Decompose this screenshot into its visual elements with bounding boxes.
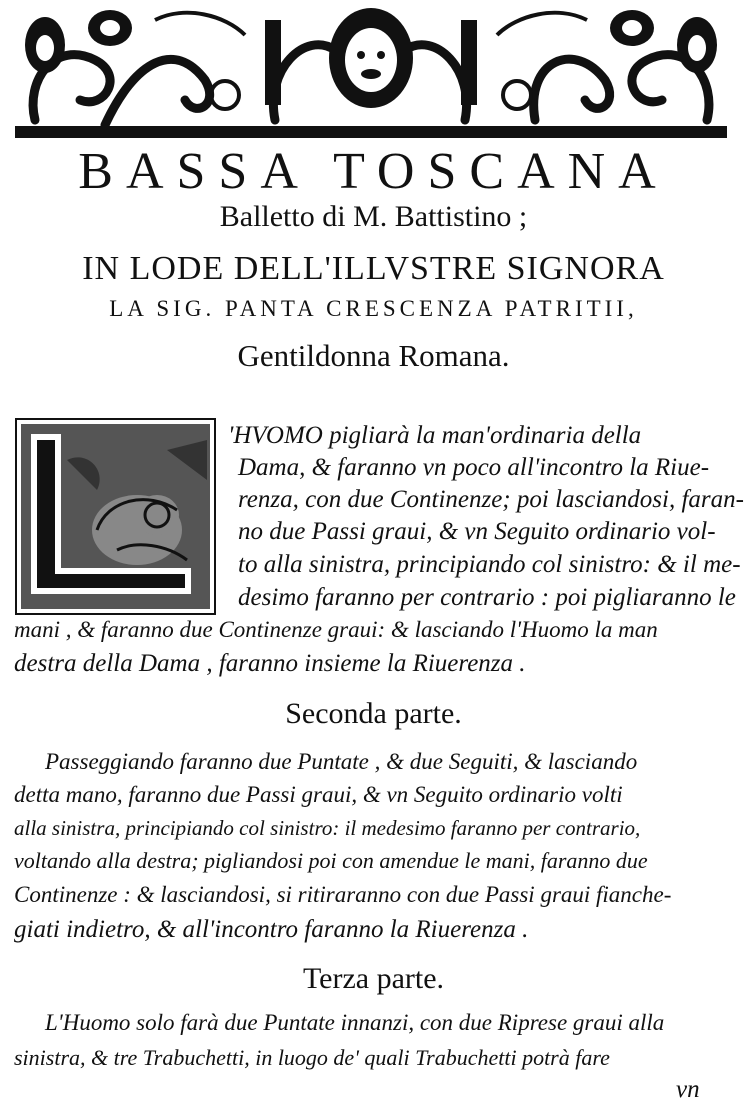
section-title-seconda-parte: Seconda parte. [285,697,462,730]
text-line: L'Huomo solo farà due Puntate innanzi, con due Riprese graui alla [45,1010,665,1035]
text-line: renza, con due Continenze; poi lasciandosi, faran- [238,486,744,513]
text-line: no due Passi graui, & vn Seguito ordinario vol- [238,518,716,545]
dedication-line: IN LODE DELL'ILLVSTRE SIGNORA [82,250,665,287]
section-title-terza-parte: Terza parte. [302,962,445,995]
text-line: detta mano, faranno due Passi graui, & vn Seguito ordinario volti [14,782,623,807]
text-line: mani , & faranno due Continenze graui: & lasciando l'Huomo la man [14,617,658,642]
text-line: to alla sinistra, principiando col sinistro: & il me- [238,551,741,578]
dedicatee-name: LA SIG. PANTA CRESCENZA PATRITII, [109,296,638,321]
text-line: destra della Dama , faranno insieme la Riuerenza . [14,650,526,677]
text-line: 'HVOMO pigliarà la man'ordinaria della [228,422,642,449]
text-line: desimo faranno per contrario : poi pigliaranno le [238,584,736,611]
dedicatee-rank: Gentildonna Romana. [237,338,510,373]
text-line: voltando alla destra; pigliandosi poi con amendue le mani, faranno due [14,848,648,873]
woodcut-header-ornament [15,0,727,140]
text-line: giati indietro, & all'incontro faranno la Riuerenza . [14,916,529,943]
subtitle: Balletto di M. Battistino ; [219,200,528,233]
catchword: vn [676,1076,700,1103]
decorated-initial-l [15,418,216,615]
text-line: alla sinistra, principiando col sinistro: il medesimo faranno per contrario, [14,816,641,840]
text-line: Passeggiando faranno due Puntate , & due Seguiti, & lasciando [45,749,638,774]
text-line: sinistra, & tre Trabuchetti, in luogo de' quali Trabuchetti potrà fare [14,1045,610,1070]
text-line: Dama, & faranno vn poco all'incontro la Riue- [238,454,710,481]
text-line: Continenze : & lasciandosi, si ritiraranno con due Passi graui fianche- [14,882,672,907]
page-title: BASSA TOSCANA [78,143,669,200]
